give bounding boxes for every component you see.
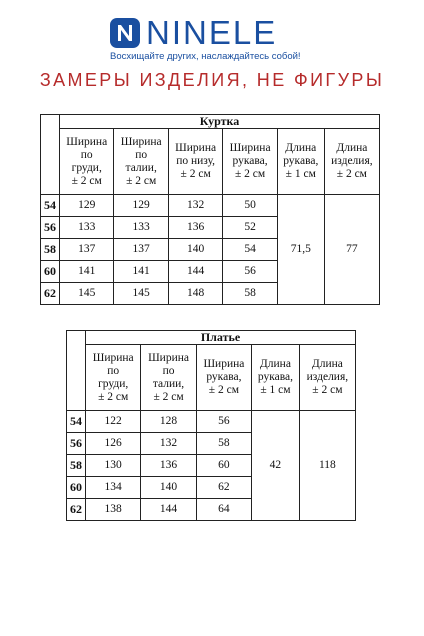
size-cell: 58 xyxy=(41,239,60,261)
jacket-header-cell xyxy=(223,129,277,195)
value-cell: 145 xyxy=(60,283,114,305)
dress-header-cell xyxy=(141,345,196,411)
value-cell: 60 xyxy=(196,455,251,477)
header-text: по xyxy=(107,364,120,377)
header-text: ± 2 см xyxy=(71,174,102,187)
header-text: по xyxy=(162,364,175,377)
header-text: Ширина xyxy=(120,135,162,148)
value-cell: 134 xyxy=(86,477,141,499)
dress-header-cell xyxy=(299,345,355,411)
value-cell: 54 xyxy=(223,239,277,261)
value-cell: 140 xyxy=(168,239,222,261)
brand-logo xyxy=(110,14,320,66)
jacket-table-title: Куртка xyxy=(60,115,380,129)
header-text: ± 2 см xyxy=(312,384,343,396)
value-cell: 50 xyxy=(223,195,277,217)
value-cell: 126 xyxy=(86,433,141,455)
header-text: талии, xyxy=(125,161,157,174)
size-cell: 60 xyxy=(41,261,60,283)
jacket-header-cell xyxy=(60,129,114,195)
value-cell: 136 xyxy=(141,455,196,477)
value-cell: 132 xyxy=(141,433,196,455)
value-cell: 64 xyxy=(196,499,251,521)
header-text: по низу, xyxy=(176,155,216,167)
page-heading: ЗАМЕРЫ ИЗДЕЛИЯ, НЕ ФИГУРЫ xyxy=(39,70,385,90)
header-text: ± 2 см xyxy=(336,168,367,180)
brand-tagline: Восхищайте других, наслаждайтесь собой! xyxy=(110,51,301,62)
header-text: ± 1 см xyxy=(260,384,291,396)
dress-header-cell xyxy=(196,345,251,411)
header-text: груди, xyxy=(71,161,102,174)
header-text: Ширина xyxy=(229,142,271,154)
size-cell: 62 xyxy=(41,283,60,305)
jacket-header-cell xyxy=(324,129,379,195)
corner-cell xyxy=(41,115,60,195)
header-text: ± 2 см xyxy=(98,390,129,403)
header-text: рукава, xyxy=(257,371,293,383)
header-text: Ширина xyxy=(66,135,108,148)
header-text: рукава, xyxy=(283,155,319,167)
value-cell: 56 xyxy=(196,411,251,433)
size-cell: 54 xyxy=(41,195,60,217)
dress-table-title: Платье xyxy=(86,331,356,345)
sleeve-length-cell: 42 xyxy=(252,411,300,521)
dress-size-table xyxy=(66,330,356,521)
value-cell: 137 xyxy=(60,239,114,261)
header-text: изделия, xyxy=(331,155,373,167)
product-length-cell: 118 xyxy=(299,411,355,521)
header-text: ± 2 см xyxy=(180,168,211,180)
brand-n-icon xyxy=(110,18,140,48)
header-text: Ширина xyxy=(175,142,217,154)
value-cell: 141 xyxy=(114,261,168,283)
value-cell: 148 xyxy=(168,283,222,305)
value-cell: 140 xyxy=(141,477,196,499)
header-text: Длина xyxy=(336,142,368,154)
value-cell: 144 xyxy=(168,261,222,283)
header-text: ± 2 см xyxy=(208,384,239,396)
value-cell: 128 xyxy=(141,411,196,433)
value-cell: 133 xyxy=(60,217,114,239)
header-text: по xyxy=(135,148,148,161)
size-cell: 56 xyxy=(67,433,86,455)
size-cell: 60 xyxy=(67,477,86,499)
jacket-size-table xyxy=(40,114,380,305)
value-cell: 122 xyxy=(86,411,141,433)
size-cell: 56 xyxy=(41,217,60,239)
header-text: рукава, xyxy=(232,155,268,167)
header-text: талии, xyxy=(152,377,185,390)
table-row xyxy=(67,411,356,433)
header-text: Ширина xyxy=(148,351,189,364)
header-text: Ширина xyxy=(92,351,134,364)
header-text: ± 1 см xyxy=(285,168,316,180)
header-text: Ширина xyxy=(203,358,245,370)
header-text: Длина xyxy=(285,142,317,154)
value-cell: 52 xyxy=(223,217,277,239)
value-cell: 138 xyxy=(86,499,141,521)
value-cell: 133 xyxy=(114,217,168,239)
header-text: ± 2 см xyxy=(234,168,266,180)
value-cell: 136 xyxy=(168,217,222,239)
jacket-header-cell xyxy=(277,129,324,195)
value-cell: 141 xyxy=(60,261,114,283)
size-cell: 54 xyxy=(67,411,86,433)
corner-cell xyxy=(67,331,86,411)
size-cell: 58 xyxy=(67,455,86,477)
sleeve-length-cell: 71,5 xyxy=(277,195,324,305)
value-cell: 130 xyxy=(86,455,141,477)
value-cell: 144 xyxy=(141,499,196,521)
value-cell: 145 xyxy=(114,283,168,305)
jacket-header-cell xyxy=(168,129,222,195)
product-length-cell: 77 xyxy=(324,195,379,305)
brand-name: NINELE xyxy=(146,14,278,51)
header-text: Длина xyxy=(311,358,343,370)
header-text: Длина xyxy=(259,358,291,370)
header-text: груди, xyxy=(98,377,129,390)
value-cell: 129 xyxy=(114,195,168,217)
value-cell: 58 xyxy=(196,433,251,455)
value-cell: 62 xyxy=(196,477,251,499)
value-cell: 56 xyxy=(223,261,277,283)
value-cell: 137 xyxy=(114,239,168,261)
header-text: ± 2 см xyxy=(126,174,157,187)
value-cell: 58 xyxy=(223,283,277,305)
jacket-header-cell xyxy=(114,129,168,195)
header-text: по xyxy=(80,148,93,161)
value-cell: 132 xyxy=(168,195,222,217)
value-cell: 129 xyxy=(60,195,114,217)
table-row xyxy=(41,195,380,217)
header-text: рукава, xyxy=(206,371,242,383)
dress-header-cell xyxy=(86,345,141,411)
header-text: ± 2 см xyxy=(153,390,184,403)
header-text: изделия, xyxy=(306,371,349,383)
size-cell: 62 xyxy=(67,499,86,521)
dress-header-cell xyxy=(252,345,300,411)
